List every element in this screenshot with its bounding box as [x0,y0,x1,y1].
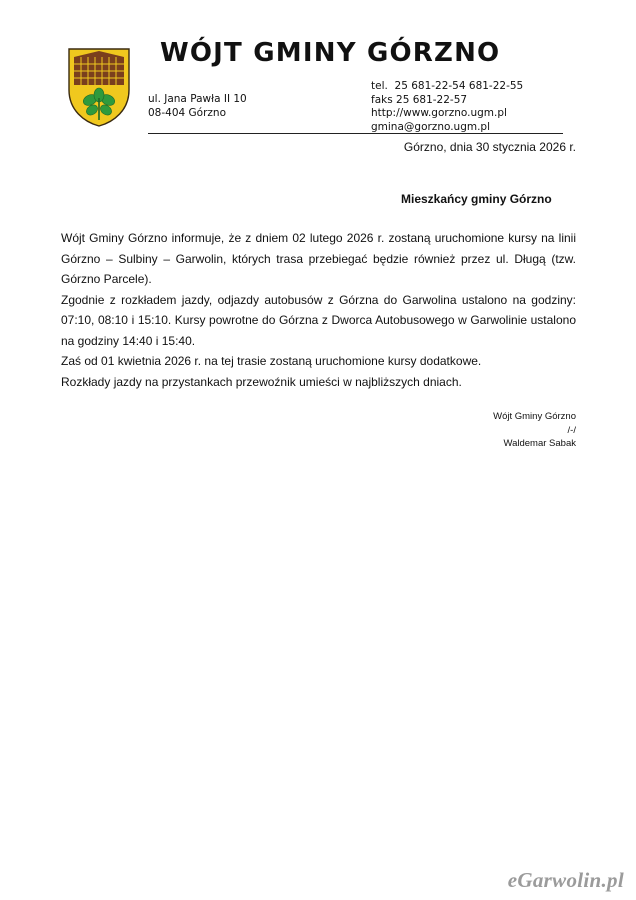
letter-recipient: Mieszkańcy gminy Górzno [401,192,552,206]
site-watermark: eGarwolin.pl [507,868,624,892]
contact-fax: faks 25 681-22-57 [371,93,468,106]
signature-name: Waldemar Sabak [503,438,576,449]
paragraph-timetables: Rozkłady jazdy na przystankach przewoźnik umieści w najbliższych dniach. [61,374,462,389]
office-address [148,92,247,120]
letter-date: Górzno, dnia 30 stycznia 2026 r. [403,140,576,154]
signature-role: Wójt Gminy Górzno [493,411,576,422]
paragraph-schedule: Zgodnie z rozkładem jazdy, odjazdy autobusów z Górzna do Garwolina ustalono na godziny: 07:10, 08:10 i 15:10. Kursy powrotne do Górzna z Dworca Autobusowego w Garwolinie ustalono na godziny 14:40 i 15:40. [61,292,576,348]
signature-mark: /-/ [567,424,576,436]
header-divider [148,133,563,134]
contact-email[interactable]: gmina@gorzno.ugm.pl [371,120,491,133]
contact-website[interactable]: http://www.gorzno.ugm.pl [371,107,507,119]
office-title: WÓJT GMINY GÓRZNO [160,38,501,68]
address-postal: 08-404 Górzno [148,107,226,119]
address-street: ul. Jana Pawła II 10 [148,93,247,105]
paragraph-additional: Zaś od 01 kwietnia 2026 r. na tej trasie zostaną uruchomione kursy dodatkowe. [61,354,482,368]
office-contact [371,80,523,134]
contact-phone: tel. 25 681-22-54 681-22-55 [371,80,524,92]
paragraph-route: Wójt Gminy Górzno informuje, że z dniem 02 lutego 2026 r. zostaną uruchomione kursy na linii Górzno – Sulbiny – Garwolin, których trasa przebiegać będzie również przez ul. Długą (tzw. Górzno Parcele). [61,231,576,286]
coat-of-arms-logo [66,46,132,128]
letter-body [61,228,576,392]
signature-block [376,410,576,451]
